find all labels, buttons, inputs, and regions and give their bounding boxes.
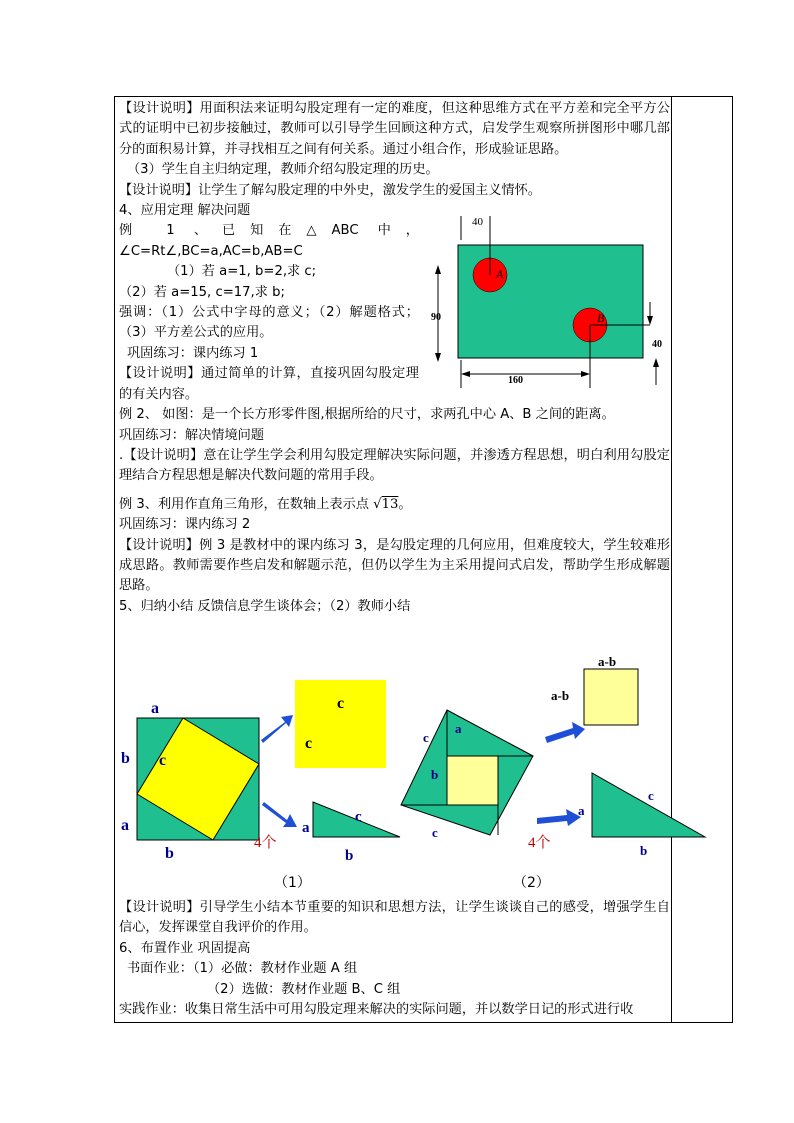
part-dimension-figure <box>428 210 668 390</box>
arrow-to-triangle-2 <box>537 809 581 826</box>
label-a-top: a <box>151 700 159 717</box>
square-ab <box>584 669 638 725</box>
step-3-text: （3）学生自主归纳定理，教师介绍勾股定理的历史。 <box>127 162 439 178</box>
emphasis-text: 强调：（1）公式中字母的意义；（2）解题格式；（3）平方差公式的应用。 <box>119 305 419 341</box>
figure-1 <box>121 680 400 864</box>
design-note-5: 【设计说明】例 3 是教材中的课内练习 3，是勾股定理的几何应用，但难度较大，学生较难形成思路。教师需要作些启发和解题示范，但仍以学生为主采用提问式启发，帮助学生形成解题思路。 <box>119 537 670 594</box>
square-ab-top-label: a-b <box>598 655 617 669</box>
arrow-to-triangle <box>262 802 297 827</box>
square-c <box>295 680 386 768</box>
figure-2 <box>401 655 705 858</box>
label-a-left: a <box>121 817 129 834</box>
square-label-c2: c <box>305 735 313 752</box>
label-c-inner: c <box>159 752 167 769</box>
fig2-label-b1: b <box>431 767 439 782</box>
hole-a-label: A <box>496 267 504 281</box>
example-3-text <box>119 495 670 515</box>
triangle-2-b: b <box>640 843 648 858</box>
closing-content <box>119 898 670 1020</box>
section-5-heading: 5、归纳小结 反馈信息学生谈体会；（2）教师小结 <box>119 598 411 614</box>
example-1-text: 例 1 、已知在△ABC 中，∠C=Rt∠,BC=a,AC=b,AB=C <box>119 223 419 259</box>
fig2-label-a1: a <box>455 721 462 736</box>
square-ab-left-label: a-b <box>551 688 570 703</box>
sqrt-13: √13 <box>373 496 399 512</box>
triangle-2 <box>592 773 705 837</box>
practice-2: 巩固练习：课内练习 2 <box>119 517 251 533</box>
dim-40-arrow-top <box>647 316 653 325</box>
count-label-1: 4个 <box>254 835 277 851</box>
section-4-heading: 4、应用定理 解决问题 <box>119 203 251 219</box>
section-6-heading: 6、布置作业 巩固提高 <box>119 940 251 956</box>
triangle-2-a: a <box>578 803 585 818</box>
homework-written: 书面作业：（1）必做：教材作业题 A 组 <box>127 961 358 977</box>
design-note-3: 【设计说明】通过简单的计算，直接巩固勾股定理的有关内容。 <box>119 366 419 402</box>
dim-left-label: 90 <box>431 312 441 323</box>
design-note-6: 【设计说明】引导学生小结本节重要的知识和思想方法，让学生谈谈自己的感受，增强学生自信心，发挥课堂自我评价的作用。 <box>119 900 670 936</box>
fig2-label-c1: c <box>423 730 429 745</box>
arrow-to-square <box>261 715 293 743</box>
example-3-suffix: 。 <box>398 496 412 512</box>
homework-optional: （2）选做：教材作业题 B、C 组 <box>207 981 401 997</box>
example-1-part-1: （1）若 a=1, b=2,求 c; <box>167 264 317 280</box>
label-b-bottom: b <box>165 845 174 862</box>
label-b-left: b <box>121 750 130 767</box>
design-note-4: .【设计说明】意在让学生学会利用勾股定理解决实际问题，并渗透方程思想，明白利用勾股定理结合方程思想是解决代数问题的常用手段。 <box>119 447 670 484</box>
arrow-to-small-square <box>545 722 585 743</box>
practice-situation: 巩固练习：解决情境问题 <box>119 427 265 443</box>
example-3-prefix: 例 3、利用作直角三角形，在数轴上表示点 <box>119 496 369 512</box>
square-label-c1: c <box>337 695 345 712</box>
triangle-1-a: a <box>302 820 310 836</box>
dim-bottom-label: 160 <box>508 375 523 386</box>
dim-right-label: 40 <box>652 339 662 350</box>
triangle-2-c: c <box>648 788 654 803</box>
table-column-divider <box>671 96 672 1023</box>
caption-1: （1） <box>274 875 311 891</box>
example-1-part-2: （2）若 a=15, c=17,求 b; <box>119 284 285 300</box>
dim-top-label: 40 <box>472 216 483 228</box>
design-note-1: 【设计说明】用面积法来证明勾股定理有一定的难度，但这种思维方式在平方差和完全平方公式的证明中已初步接触过，教师可以引导学生回顾这种方式，启发学生观察所拼图形中哪几部分的面积易计算，并寻找相互之间有何关系。通过小组合作，形成验证思路。 <box>119 101 670 157</box>
hole-b-label: B <box>597 311 605 325</box>
pythagoras-proof-figures <box>117 655 717 870</box>
fig2-label-c2: c <box>432 825 438 840</box>
practice-1: 巩固练习：课内练习 1 <box>127 345 259 361</box>
caption-2: （2） <box>513 875 550 891</box>
triangle-1-b: b <box>345 848 354 864</box>
design-note-2: 【设计说明】让学生了解勾股定理的中外史，激发学生的爱国主义情怀。 <box>119 182 541 198</box>
example-2-text: 例 2、 如图：是一个长方形零件图,根据所给的尺寸，求两孔中心 A、B 之间的距离。 <box>119 407 615 423</box>
count-label-2: 4个 <box>528 835 551 851</box>
practice-homework: 实践作业：收集日常生活中可用勾股定理来解决的实际问题，并以数学日记的形式进行收 <box>119 1002 634 1018</box>
triangle-1-c: c <box>355 809 362 825</box>
inner-square-ab <box>447 756 498 805</box>
